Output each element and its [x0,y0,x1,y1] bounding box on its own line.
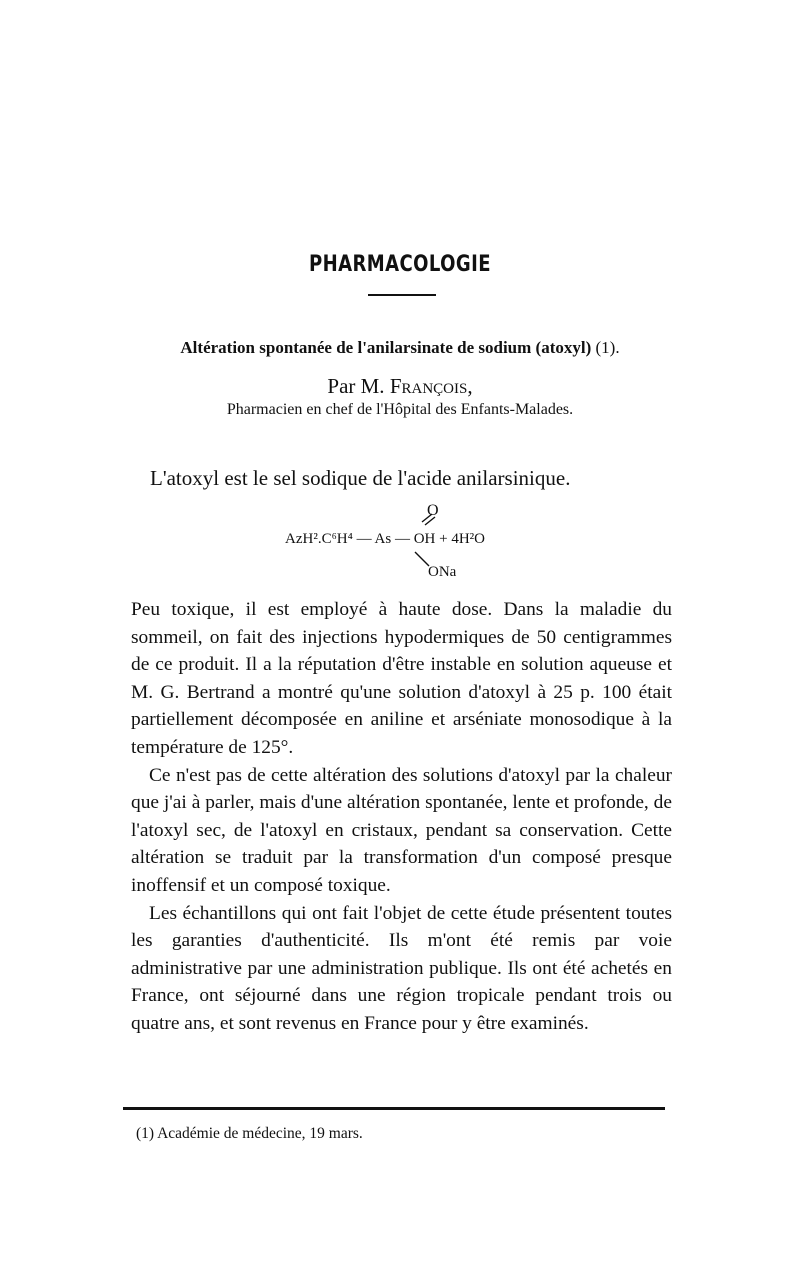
formula-ona: ONa [428,564,457,580]
body-text [131,596,672,1038]
paragraph-3: Les échantillons qui ont fait l'objet de cette étude présentent toutes les garanties d'authenticité. Ils m'ont été remis par voie administrative par une administration publique. Ils ont été achetés en France, ont séjourné dans une région tropicale pendant trois ou quatre ans, et sont revenus en France pour y être examinés. [131,902,672,1034]
footnote-reference: (1). [591,338,620,357]
author-affiliation: Pharmacien en chef de l'Hôpital des Enfants-Malades. [226,401,574,418]
footnote-divider [123,1107,665,1110]
title-underline [368,294,436,296]
author-prefix: Par M. [327,374,390,398]
formula-main: AzH².C⁶H⁴ — As — OH + 4H²O [285,531,485,547]
section-title: PHARMACOLOGIE [308,252,492,277]
article-title [0,338,800,358]
chemical-formula [0,500,800,590]
author-name: François, [389,374,473,398]
single-bond-line [415,552,429,566]
paragraph-1: Peu toxique, il est employé à haute dose. Dans la maladie du sommeil, on fait des injections hypodermiques de 50 centigrammes de ce produit. Il a la réputation d'être instable en solution aqueuse et M. G. Bertrand a montré qu'une solution d'atoxyl à 25 p. 100 était partiellement décomposée en aniline et arséniate monosodique à la température de 125°. [131,599,672,758]
footnote: (1) Académie de médecine, 19 mars. [136,1125,363,1142]
formula-oxygen: O [427,502,439,519]
intro-sentence: L'atoxyl est le sel sodique de l'acide anilarsinique. [150,466,571,490]
article-title-text: Altération spontanée de l'anilarsinate de sodium (atoxyl) [180,338,592,357]
paragraph-2: Ce n'est pas de cette altération des solutions d'atoxyl par la chaleur que j'ai à parler, mais d'une altération spontanée, lente et profonde, de l'atoxyl sec, de l'atoxyl en cristaux, pendant sa conservation. Cette altération se traduit par la transformation d'un composé presque inoffensif et un composé toxique. [131,764,672,896]
author-line [0,374,800,399]
